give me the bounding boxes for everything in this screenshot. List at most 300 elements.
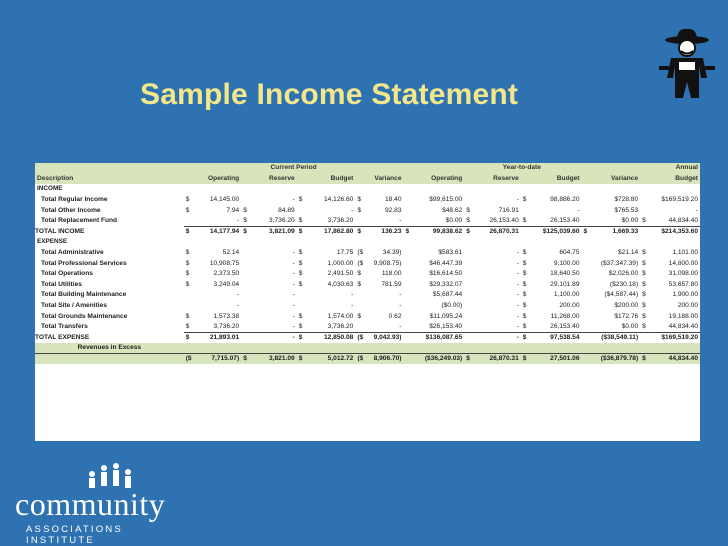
cell-value: - [516,291,519,299]
cell-value: - [399,302,402,310]
cell-value: $169,519.20 [661,196,698,204]
col-header: Operating [404,174,465,185]
cell-value: 11,268.00 [550,312,580,320]
cell-value: $5,687.44 [432,291,463,299]
currency-sign: $ [640,354,648,365]
cell-value: 4,030.63 [327,280,354,288]
currency-sign [582,290,590,301]
currency-sign: ($ [357,249,364,257]
cell-value: 44,834.40 [649,322,700,333]
currency-sign: $ [184,322,194,333]
table-row [35,280,700,291]
currency-sign: $ [357,228,361,236]
currency-sign: $ [464,354,472,365]
cell-value: $169,519.20 [661,334,698,342]
cell-value: - [516,312,519,320]
table-row [35,301,700,312]
currency-sign: $ [241,216,249,227]
cell-value: ($230.18) [609,280,639,288]
currency-sign [404,216,412,227]
slide-title: Sample Income Statement [140,78,519,111]
revenues-label: Revenues in Excess [35,343,184,354]
table-row [35,216,700,227]
row-label: Total Building Maintenance [41,291,127,299]
currency-sign: $ [642,249,646,257]
currency-sign [355,322,365,333]
cell-value: $26,153.40 [412,322,464,333]
currency-sign [184,301,194,312]
total-row [35,227,700,238]
cell-value: - [516,270,519,278]
cell-value: - [292,249,295,257]
cell-value: $136,087.65 [425,334,463,342]
currency-sign [582,195,590,206]
currency-sign: $ [298,196,303,204]
cell-value: 17,862.80 [323,228,354,236]
cell-value: 1,900.00 [672,291,698,299]
currency-sign [521,227,529,238]
currency-sign [582,258,590,269]
cell-value: 781.59 [381,280,402,288]
currency-sign [355,290,365,301]
income-statement-table [35,163,700,441]
currency-sign: $ [405,228,410,236]
cell-value: - [236,291,240,299]
table-row [35,311,700,322]
cell-value: 5,012.72 [305,354,355,365]
cell-value: - [292,196,295,204]
row-label: Total Grounds Maintenance [41,312,128,320]
currency-sign [355,216,365,227]
currency-sign [582,205,590,216]
currency-sign [404,280,412,291]
total-row [35,333,700,344]
cell-value: $728.80 [614,196,639,204]
cell-value: - [516,249,519,257]
row-label: Total Replacement Fund [41,217,118,225]
cowboy-icon [657,26,717,102]
cell-value: 0.62 [388,312,402,320]
currency-sign: $ [357,196,361,204]
cell-value: 14,177.94 [209,228,240,236]
currency-sign: $ [185,196,190,204]
currency-sign [464,258,472,269]
currency-sign: $ [642,302,646,310]
cell-value: - [250,322,297,333]
cell-value: 52.14 [222,249,240,257]
currency-sign [404,290,412,301]
row-label: Total Professional Services [41,259,127,267]
column-header-row [35,174,700,185]
cell-value: 98,886.20 [550,196,580,204]
table-row [35,248,700,259]
currency-sign [297,290,305,301]
cell-value: 19,188.00 [668,312,698,320]
currency-sign [404,301,412,312]
row-label: TOTAL EXPENSE [35,333,90,341]
cell-value: $0.00 [590,216,640,227]
currency-sign: $ [357,270,361,278]
cell-value: 3,821.09 [269,228,295,236]
currency-sign: $ [297,322,305,333]
cell-value: 1,669.33 [612,228,639,236]
currency-sign: ($ [184,354,194,365]
cell-value: 97,538.54 [550,334,580,342]
col-header: Reserve [241,174,297,185]
logo-wordmark: community [15,486,166,522]
currency-sign [404,258,412,269]
row-label: Total Operations [41,270,93,278]
currency-sign: $ [466,206,470,214]
col-header: Budget [521,174,582,185]
col-header: Variance [355,174,403,185]
currency-sign: $ [522,291,527,299]
cell-value: $200.00 [614,302,639,310]
table-row [35,258,700,269]
currency-sign [640,195,648,206]
currency-sign: $ [185,228,190,236]
cell-value: 53,657.80 [668,280,698,288]
cell-value: $214,353.60 [661,228,698,236]
table-row [35,322,700,333]
currency-sign [184,216,194,227]
revenues-label-row [35,343,700,354]
cell-value: ($36,879.78) [590,354,640,365]
cell-value: - [577,206,580,214]
currency-sign [404,311,412,322]
currency-sign: $ [298,270,303,278]
table-row [35,290,700,301]
cell-value: 3,249.04 [213,280,240,288]
cell-value: 44,834.40 [649,354,700,365]
currency-sign: $ [522,249,527,257]
row-label: Total Other Income [41,206,101,214]
table-row [35,205,700,216]
currency-sign: $ [522,334,527,342]
ytd-header: Year-to-date [404,163,641,174]
cell-value: 26,870.31 [489,228,519,236]
currency-sign [241,195,249,206]
cell-value: ($4,587.44) [604,291,639,299]
currency-sign [464,195,472,206]
currency-sign: $ [243,206,247,214]
cell-value: 18.40 [384,196,402,204]
cell-value: - [516,280,519,288]
cell-value: 118.00 [381,270,402,278]
currency-sign [297,205,305,216]
currency-sign: ($ [355,354,365,365]
cell-value: 10,908.75 [209,259,240,267]
currency-sign [464,322,472,333]
row-label: TOTAL INCOME [35,227,85,235]
row-label: Total Site / Amenities [41,302,107,310]
cell-value: $46,447.39 [429,259,463,267]
col-description: Description [35,174,184,185]
cell-value: - [292,302,295,310]
currency-sign: $ [298,249,303,257]
currency-sign: $ [298,259,303,267]
cell-value: 8,906.70) [366,354,404,365]
cell-value: ($37,347.39) [600,259,639,267]
cell-value: 3,821.09 [250,354,297,365]
currency-sign: ($ [357,259,364,267]
currency-sign: $ [185,249,190,257]
cell-value: 26,870.31 [473,354,521,365]
cell-value: - [292,334,295,342]
currency-sign [241,280,249,291]
cell-value: 716.91 [498,206,519,214]
currency-sign [404,322,412,333]
cell-value: - [516,259,519,267]
currency-sign [297,301,305,312]
table-row [35,269,700,280]
cell-value: 17.75 [336,249,354,257]
currency-sign [464,333,472,344]
cell-value: 604.75 [559,249,580,257]
cell-value: $172.76 [614,312,639,320]
currency-sign: $ [521,322,529,333]
cell-value: 1,573.38 [213,312,240,320]
cell-value: $21.14 [617,249,639,257]
col-header: Variance [582,174,641,185]
cell-value: ($36,249.03) [412,354,464,365]
currency-sign: $ [298,228,303,236]
cell-value: 44,834.40 [649,216,700,227]
currency-sign: $ [357,280,361,288]
currency-sign [241,333,249,344]
cell-value: - [399,291,402,299]
cell-value: $99,615.00 [429,196,463,204]
currency-sign: $ [521,354,529,365]
cell-value: 9,100.00 [553,259,580,267]
currency-sign: $ [521,216,529,227]
section-heading: EXPENSE [37,238,68,246]
cell-value: $125,039.60 [542,228,580,236]
currency-sign: $ [185,206,190,214]
cell-value: 200.00 [559,302,580,310]
cell-value: - [351,302,354,310]
cell-value: 34.39) [382,249,402,257]
currency-sign: $ [642,270,646,278]
current-period-header: Current Period [184,163,404,174]
currency-sign: $ [243,228,247,236]
currency-sign: $ [298,334,303,342]
currency-sign [241,322,249,333]
currency-sign [464,280,472,291]
currency-sign: ($ [357,334,364,342]
cell-value: 92.83 [384,206,402,214]
cell-value: - [695,206,698,214]
currency-sign [404,205,412,216]
cell-value: 27,501.06 [529,354,581,365]
cell-value: - [516,196,519,204]
currency-sign: $ [522,196,527,204]
cell-value: - [516,302,519,310]
cell-value: - [351,206,354,214]
currency-sign: $ [640,216,648,227]
currency-sign: $ [185,259,190,267]
currency-sign: $ [298,280,303,288]
cell-value: - [292,312,295,320]
cell-value: - [516,334,519,342]
cell-value: $11,095.24 [429,312,463,320]
currency-sign: $ [357,206,361,214]
group-header-row [35,163,700,174]
currency-sign: $ [522,259,527,267]
cell-value: $48.62 [442,206,463,214]
currency-sign [464,248,472,259]
annual-header: Annual [640,163,700,174]
currency-sign [241,269,249,280]
cell-value: 200.00 [677,302,698,310]
cell-value: 3,736.20 [194,322,241,333]
cell-value: 1,574.00 [327,312,354,320]
table-row [35,195,700,206]
currency-sign [640,227,648,238]
cell-value: $0.00 [590,322,640,333]
cell-value: 31,098.00 [668,270,698,278]
currency-sign: $ [522,312,527,320]
cell-value: 18,640.50 [550,270,580,278]
currency-sign [582,354,590,365]
currency-sign [582,322,590,333]
cell-value: - [366,322,404,333]
cell-value: - [236,302,240,310]
cell-value: 3,736.20 [305,216,355,227]
currency-sign [582,280,590,291]
currency-sign: $ [642,280,646,288]
cai-logo [14,462,194,546]
currency-sign [404,195,412,206]
currency-sign [404,333,412,344]
cell-value: 136.23 [381,228,402,236]
currency-sign: $ [583,228,588,236]
currency-sign: $ [640,322,648,333]
cell-value: 7,715.07) [194,354,241,365]
cell-value: - [292,270,295,278]
currency-sign: $ [297,354,305,365]
currency-sign [582,216,590,227]
currency-sign [241,311,249,322]
cell-value: - [292,291,295,299]
cell-value: 14,800.00 [668,259,698,267]
cell-value: $765.53 [614,206,639,214]
currency-sign: $ [298,312,303,320]
col-header: Operating [184,174,241,185]
cell-value: 2,491.50 [327,270,354,278]
currency-sign [640,333,648,344]
currency-sign: $ [466,228,470,236]
cell-value: 26,153.40 [473,216,521,227]
row-label: Total Regular Income [41,196,108,204]
currency-sign: $ [522,302,527,310]
cell-value: 29,101.89 [550,280,580,288]
currency-sign [464,301,472,312]
currency-sign: $ [642,312,646,320]
cell-value: 14,145.00 [209,196,240,204]
cell-value: 12,850.08 [323,334,354,342]
currency-sign: $ [357,312,361,320]
currency-sign: $ [522,270,527,278]
cell-value: 99,838.62 [432,228,463,236]
currency-sign [241,301,249,312]
cell-value: 9,042.93) [373,334,402,342]
currency-sign [582,333,590,344]
currency-sign [355,301,365,312]
cell-value: 21,893.01 [209,334,240,342]
cell-value: 1,000.00 [327,259,354,267]
currency-sign: $ [464,216,472,227]
currency-sign: $ [185,270,190,278]
cell-value: 9,908.75) [373,259,402,267]
currency-sign: $ [297,216,305,227]
currency-sign: $ [522,280,527,288]
cell-value: 14,126.60 [323,196,354,204]
cell-value: $29,332.07 [429,280,463,288]
currency-sign [464,269,472,280]
col-header: Reserve [464,174,521,185]
cell-value: - [194,216,241,227]
revenues-row [35,354,700,365]
currency-sign: $ [185,280,190,288]
currency-sign [582,269,590,280]
cell-value: $16,614.50 [429,270,463,278]
row-label: Total Transfers [41,323,88,331]
currency-sign [464,290,472,301]
row-label: Total Utilities [41,280,82,288]
cell-value: 1,100.00 [553,291,580,299]
currency-sign [582,248,590,259]
cell-value: 26,153.40 [529,322,581,333]
currency-sign [404,248,412,259]
cell-value: 2,373.50 [213,270,240,278]
currency-sign [241,290,249,301]
currency-sign [241,248,249,259]
currency-sign [640,205,648,216]
cell-value: - [292,259,295,267]
cell-value: ($0.00) [441,302,463,310]
currency-sign [404,269,412,280]
currency-sign: $ [642,291,646,299]
currency-sign [241,258,249,269]
cell-value: 1,101.00 [672,249,698,257]
currency-sign: $ [185,312,190,320]
row-label: Total Administrative [41,249,104,257]
currency-sign: $ [642,259,646,267]
cell-value: - [292,280,295,288]
currency-sign [521,205,529,216]
section-heading: INCOME [37,185,63,193]
currency-sign [184,290,194,301]
cell-value: $0.00 [412,216,464,227]
cell-value: 3,736.20 [250,216,297,227]
cell-value: 84.89 [278,206,295,214]
cell-value: - [366,216,404,227]
cell-value: 26,153.40 [529,216,581,227]
cell-value: 3,736.20 [305,322,355,333]
cell-value: $583.61 [438,249,463,257]
cell-value: 7.94 [226,206,240,214]
col-header: Budget [297,174,356,185]
currency-sign: $ [185,334,190,342]
currency-sign: $ [241,354,249,365]
currency-sign [582,311,590,322]
cell-value: - [473,322,521,333]
col-header: Budget [640,174,700,185]
cell-value: $2,026.00 [608,270,639,278]
currency-sign [404,354,412,365]
cell-value: ($38,549.11) [601,334,639,342]
